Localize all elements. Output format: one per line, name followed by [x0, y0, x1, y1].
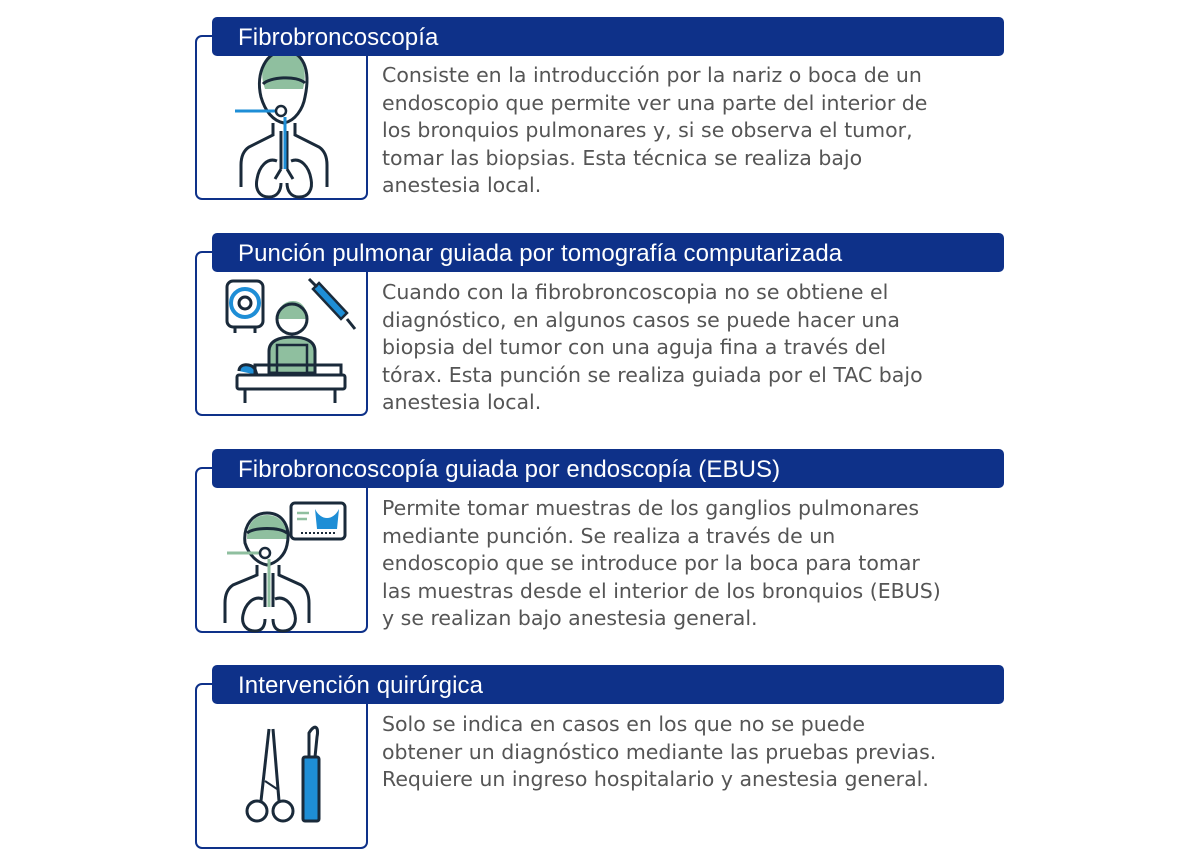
- section-header: [212, 233, 1004, 272]
- surgical-instruments-icon: [197, 685, 370, 851]
- section-title: Punción pulmonar guiada por tomografía computarizada: [238, 240, 843, 267]
- section-description: Consiste en la introducción por la nariz o boca de un endoscopio que permite ver una parte del interior de los bronquios pulmonares y, si se observa el tumor, tomar las biopsias. Esta técnica se realiza bajo anestesia local.: [382, 63, 928, 197]
- section-header: [212, 665, 1004, 704]
- section-description: Permite tomar muestras de los ganglios pulmonares mediante punción. Se realiza a través de un endoscopio que se introduce por la boca para tomar las muestras desde el interior de los bronquios (EBUS) y se realizan bajo anestesia general.: [382, 496, 941, 630]
- section-title: Intervención quirúrgica: [238, 672, 484, 699]
- section-header: [212, 17, 1004, 56]
- ebus-icon: [197, 469, 370, 635]
- section-title: Fibrobroncoscopía guiada por endoscopía (EBUS): [238, 456, 781, 483]
- icon-box: [195, 683, 368, 849]
- section-title: Fibrobroncoscopía: [238, 24, 439, 51]
- section-description: Cuando con la fibrobroncoscopia no se obtiene el diagnóstico, en algunos casos se puede hacer una biopsia del tumor con una aguja fina a través del tórax. Esta punción se realiza guiada por el TAC bajo anestesia local.: [382, 280, 923, 414]
- icon-box: [195, 251, 368, 416]
- section-header: [212, 449, 1004, 488]
- icon-box: [195, 467, 368, 633]
- ct-guided-puncture-icon: [197, 253, 370, 418]
- icon-box: [195, 35, 368, 200]
- section-description: Solo se indica en casos en los que no se puede obtener un diagnóstico mediante las pruebas previas. Requiere un ingreso hospitalario y anestesia general.: [382, 712, 937, 791]
- bronchoscopy-icon: [197, 37, 370, 202]
